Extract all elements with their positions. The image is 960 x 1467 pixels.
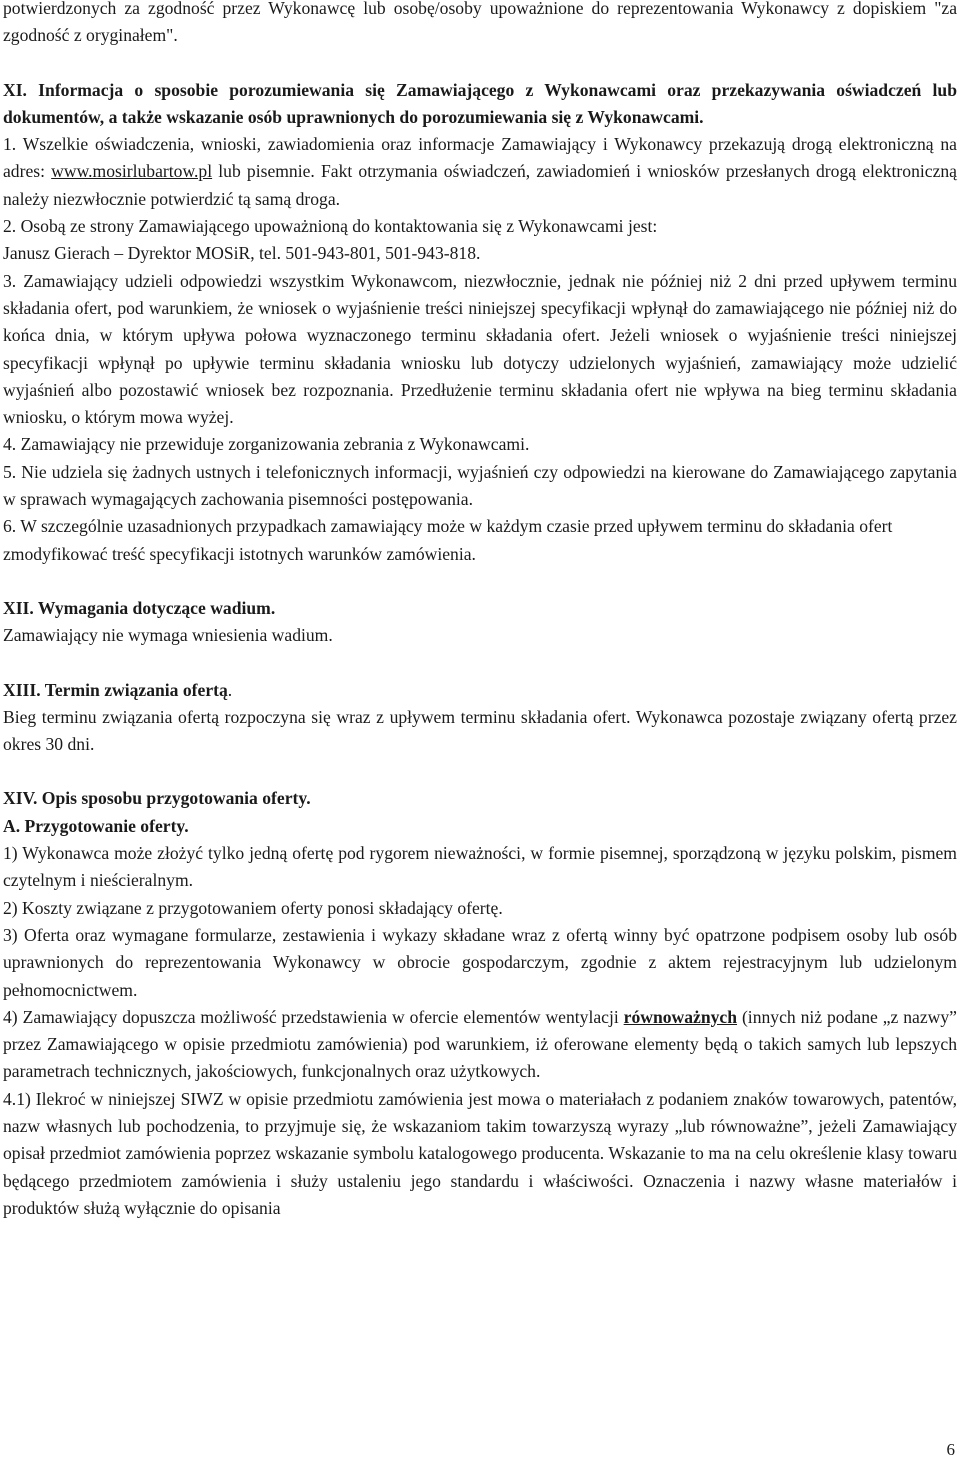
point-1-text-a: 1. Wszelkie oświadczenia, wnioski, zawiadomienia oraz informacje Zamawiający i Wykonawcy przekazują drogą elektroniczną na adres: — [3, 134, 957, 182]
section-xiii-heading — [3, 677, 957, 704]
point-1-text-b: lub pisemnie. Fakt otrzymania oświadczeń, zawiadomień i wniosków przesłanych drogą elektroniczną należy niezwłocznie potwierdzić tą samą droga. — [3, 161, 957, 209]
point-4-text-a: 4) Zamawiający dopuszcza możliwość przedstawienia w ofercie elementów wentylacji — [3, 1006, 624, 1027]
section-xi-point-2-line-1: 2. Osobą ze strony Zamawiającego upoważnioną do kontaktowania się z Wykonawcami jest: — [3, 216, 658, 237]
section-xiv-point-4 — [3, 1004, 957, 1086]
section-xi-point-1 — [3, 131, 957, 213]
section-xi-point-3: 3. Zamawiający udzieli odpowiedzi wszystkim Wykonawcom, niezwłocznie, jednak nie później niż 2 dni przed upływem terminu składania ofert, pod warunkiem, że wniosek o wyjaśnienie treści niniejszej specyfikacji wpłynął do zamawiającego nie później niż do końca dnia, w którym upływa połowa wyznaczonego terminu składania ofert. Jeżeli wniosek o wyjaśnienie treści niniejszej specyfikacji wpłynął po upływie terminu składania wniosku lub dotyczy udzielonych wyjaśnień, zamawiający może udzielić wyjaśnień albo pozostawić wniosek bez rozpoznania. Przedłużenie terminu składania ofert nie wpływa na bieg terminu składania wniosku, o którym mowa wyżej. — [3, 270, 957, 428]
section-xiv-point-4-1: 4.1) Ilekroć w niniejszej SIWZ w opisie przedmiotu zamówienia jest mowa o materiałach z podaniem znaków towarowych, patentów, nazw własnych lub pochodzenia, to przyjmuje się, że wskazaniom takim towarzyszą wyrazy „lub równoważne”, jeżeli Zamawiający opisał przedmiot zamówienia poprzez wskazanie symbolu katalogowego producenta. Wskazanie to ma na celu określenie klasy towaru będącego przedmiotem zamówienia i służy ustaleniu jego standardu i właściwości. Oznaczenia i nazwy własne materiałów i produktów służą wyłącznie do opisania — [3, 1088, 957, 1218]
section-xiii-body: Bieg terminu związania ofertą rozpoczyna się wraz z upływem terminu składania ofert. Wykonawca pozostaje związany ofertą przez okres 30 dni. — [3, 706, 957, 755]
section-xiv-point-2: 2) Koszty związane z przygotowaniem oferty ponosi składający ofertę. — [3, 897, 503, 918]
section-xi-point-4: 4. Zamawiający nie przewiduje zorganizowania zebrania z Wykonawcami. — [3, 434, 530, 455]
section-xii-heading: XII. Wymagania dotyczące wadium. — [3, 597, 276, 618]
section-xi-point-6: 6. W szczególnie uzasadnionych przypadkach zamawiający może w każdym czasie przed upływem terminu do składania ofert zmodyfikować treść specyfikacji istotnych warunków zamówienia. — [3, 516, 893, 564]
section-xi-heading: XI. Informacja o sposobie porozumiewania się Zamawiającego z Wykonawcami oraz przekazywania oświadczeń lub dokumentów, a także wskazanie osób uprawnionych do porozumiewania się z Wykonawcami. — [3, 79, 957, 127]
website-link[interactable]: www.mosirlubartow.pl — [51, 161, 213, 182]
point-4-emphasis: równoważnych — [623, 1006, 738, 1027]
section-xiv-point-1: 1) Wykonawca może złożyć tylko jedną ofertę pod rygorem nieważności, w formie pisemnej, sporządzoną w języku polskim, pismem czytelnym i nieścieralnym. — [3, 843, 957, 891]
section-xiii-heading-dot: . — [227, 679, 233, 700]
section-xii-body: Zamawiający nie wymaga wniesienia wadium. — [3, 625, 333, 646]
spacer — [3, 50, 957, 77]
section-xi-point-2-line-2: Janusz Gierach – Dyrektor MOSiR, tel. 501-943-801, 501-943-818. — [3, 243, 481, 264]
spacer — [3, 650, 957, 677]
point-4-text-b: (innych niż podane „z nazwy” przez Zamawiającego w opisie przedmiotu zamówienia) pod warunkiem, iż oferowane elementy będą o takich samych lub lepszych parametrach technicznych, jakościowych, funkcjonalnych oraz użytkowych. — [3, 1006, 957, 1082]
page-number: 6 — [946, 1439, 955, 1459]
section-xiv-point-3: 3) Oferta oraz wymagane formularze, zestawienia i wykazy składane wraz z ofertą winny być opatrzone podpisem osoby lub osób uprawnionych do reprezentowania Wykonawcy w obrocie gospodarczym, zgodnie z aktem rejestracyjnym lub udzielonym pełnomocnictwem. — [3, 924, 957, 1000]
section-xi-point-5: 5. Nie udziela się żadnych ustnych i telefonicznych informacji, wyjaśnień czy odpowiedzi na kierowane do Zamawiającego zapytania w sprawach wymagających zachowania pisemności postępowania. — [3, 461, 957, 510]
continuation-paragraph: potwierdzonych za zgodność przez Wykonawcę lub osobę/osoby upoważnione do reprezentowania Wykonawcy z dopiskiem "za zgodność z oryginałem". — [3, 0, 957, 46]
section-xiv-subheading: A. Przygotowanie oferty. — [3, 815, 189, 836]
spacer — [3, 568, 957, 595]
section-xiii-heading-text: XIII. Termin związania ofertą — [3, 679, 228, 700]
spacer — [3, 758, 957, 785]
section-xiv-heading: XIV. Opis sposobu przygotowania oferty. — [3, 788, 311, 809]
